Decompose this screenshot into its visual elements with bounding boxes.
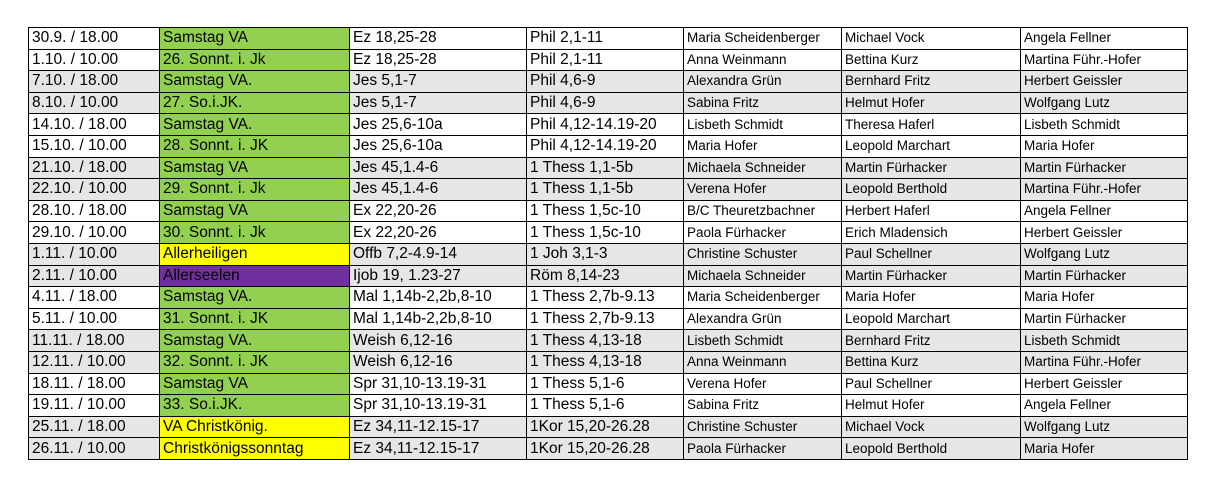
lector-2-cell: Leopold Marchart bbox=[842, 308, 1021, 330]
lector-3-cell: Angela Fellner bbox=[1021, 395, 1188, 417]
lector-3-cell: Herbert Geissler bbox=[1021, 373, 1188, 395]
second-reading-cell: 1Kor 15,20-26.28 bbox=[527, 438, 684, 460]
lector-3-cell: Maria Hofer bbox=[1021, 287, 1188, 309]
table-row bbox=[29, 438, 1188, 460]
lector-1-cell: Verena Hofer bbox=[684, 373, 842, 395]
date-cell: 30.9. / 18.00 bbox=[29, 28, 160, 50]
second-reading-cell: 1 Joh 3,1-3 bbox=[527, 243, 684, 265]
first-reading-cell: Jes 25,6-10a bbox=[350, 114, 527, 136]
first-reading-cell: Offb 7,2-4.9-14 bbox=[350, 243, 527, 265]
lector-1-cell: B/C Theuretzbachner bbox=[684, 200, 842, 222]
table-row bbox=[29, 373, 1188, 395]
lector-3-cell: Martin Fürhacker bbox=[1021, 265, 1188, 287]
lector-schedule-table bbox=[28, 27, 1188, 460]
occasion-cell: Samstag VA. bbox=[160, 114, 350, 136]
second-reading-cell: Phil 4,12-14.19-20 bbox=[527, 135, 684, 157]
lector-1-cell: Michaela Schneider bbox=[684, 265, 842, 287]
table-row bbox=[29, 287, 1188, 309]
second-reading-cell: 1 Thess 4,13-18 bbox=[527, 330, 684, 352]
lector-2-cell: Herbert Haferl bbox=[842, 200, 1021, 222]
lector-2-cell: Theresa Haferl bbox=[842, 114, 1021, 136]
second-reading-cell: Phil 4,6-9 bbox=[527, 71, 684, 93]
second-reading-cell: Phil 4,6-9 bbox=[527, 92, 684, 114]
date-cell: 1.11. / 10.00 bbox=[29, 243, 160, 265]
lector-1-cell: Christine Schuster bbox=[684, 243, 842, 265]
lector-2-cell: Michael Vock bbox=[842, 28, 1021, 50]
first-reading-cell: Weish 6,12-16 bbox=[350, 330, 527, 352]
table-row bbox=[29, 28, 1188, 50]
lector-3-cell: Martin Fürhacker bbox=[1021, 308, 1188, 330]
first-reading-cell: Ez 34,11-12.15-17 bbox=[350, 416, 527, 438]
second-reading-cell: 1 Thess 5,1-6 bbox=[527, 395, 684, 417]
occasion-cell: 27. So.i.JK. bbox=[160, 92, 350, 114]
lector-1-cell: Anna Weinmann bbox=[684, 49, 842, 71]
lector-1-cell: Alexandra Grün bbox=[684, 71, 842, 93]
occasion-cell: Allerheiligen bbox=[160, 243, 350, 265]
lector-1-cell: Sabina Fritz bbox=[684, 92, 842, 114]
second-reading-cell: 1 Thess 1,5c-10 bbox=[527, 222, 684, 244]
lector-1-cell: Lisbeth Schmidt bbox=[684, 330, 842, 352]
occasion-cell: Samstag VA. bbox=[160, 71, 350, 93]
lector-1-cell: Verena Hofer bbox=[684, 179, 842, 201]
lector-1-cell: Alexandra Grün bbox=[684, 308, 842, 330]
occasion-cell: Samstag VA bbox=[160, 157, 350, 179]
lector-3-cell: Lisbeth Schmidt bbox=[1021, 330, 1188, 352]
lector-1-cell: Lisbeth Schmidt bbox=[684, 114, 842, 136]
first-reading-cell: Ex 22,20-26 bbox=[350, 200, 527, 222]
first-reading-cell: Spr 31,10-13.19-31 bbox=[350, 395, 527, 417]
second-reading-cell: 1 Thess 5,1-6 bbox=[527, 373, 684, 395]
second-reading-cell: 1 Thess 1,5c-10 bbox=[527, 200, 684, 222]
table-row bbox=[29, 351, 1188, 373]
lector-2-cell: Maria Hofer bbox=[842, 287, 1021, 309]
date-cell: 14.10. / 18.00 bbox=[29, 114, 160, 136]
date-cell: 15.10. / 10.00 bbox=[29, 135, 160, 157]
lector-2-cell: Erich Mladensich bbox=[842, 222, 1021, 244]
lector-2-cell: Michael Vock bbox=[842, 416, 1021, 438]
occasion-cell: Samstag VA. bbox=[160, 287, 350, 309]
second-reading-cell: 1 Thess 1,1-5b bbox=[527, 179, 684, 201]
first-reading-cell: Ez 18,25-28 bbox=[350, 28, 527, 50]
lector-3-cell: Angela Fellner bbox=[1021, 200, 1188, 222]
table-row bbox=[29, 330, 1188, 352]
second-reading-cell: 1 Thess 2,7b-9.13 bbox=[527, 287, 684, 309]
lector-2-cell: Bettina Kurz bbox=[842, 351, 1021, 373]
date-cell: 5.11. / 10.00 bbox=[29, 308, 160, 330]
table-row bbox=[29, 222, 1188, 244]
lector-2-cell: Bettina Kurz bbox=[842, 49, 1021, 71]
lector-1-cell: Maria Scheidenberger bbox=[684, 28, 842, 50]
table-row bbox=[29, 49, 1188, 71]
schedule-body bbox=[29, 28, 1188, 460]
lector-3-cell: Lisbeth Schmidt bbox=[1021, 114, 1188, 136]
first-reading-cell: Ijob 19, 1.23-27 bbox=[350, 265, 527, 287]
table-row bbox=[29, 114, 1188, 136]
first-reading-cell: Jes 25,6-10a bbox=[350, 135, 527, 157]
lector-3-cell: Angela Fellner bbox=[1021, 28, 1188, 50]
date-cell: 18.11. / 18.00 bbox=[29, 373, 160, 395]
lector-3-cell: Martin Fürhacker bbox=[1021, 157, 1188, 179]
occasion-cell: 32. Sonnt. i. JK bbox=[160, 351, 350, 373]
occasion-cell: Samstag VA. bbox=[160, 330, 350, 352]
date-cell: 26.11. / 10.00 bbox=[29, 438, 160, 460]
date-cell: 19.11. / 10.00 bbox=[29, 395, 160, 417]
lector-1-cell: Christine Schuster bbox=[684, 416, 842, 438]
lector-2-cell: Leopold Marchart bbox=[842, 135, 1021, 157]
occasion-cell: 31. Sonnt. i. JK bbox=[160, 308, 350, 330]
table-row bbox=[29, 308, 1188, 330]
date-cell: 4.11. / 18.00 bbox=[29, 287, 160, 309]
occasion-cell: 33. So.i.JK. bbox=[160, 395, 350, 417]
lector-3-cell: Herbert Geissler bbox=[1021, 71, 1188, 93]
second-reading-cell: Phil 2,1-11 bbox=[527, 49, 684, 71]
date-cell: 22.10. / 10.00 bbox=[29, 179, 160, 201]
date-cell: 12.11. / 10.00 bbox=[29, 351, 160, 373]
first-reading-cell: Ez 34,11-12.15-17 bbox=[350, 438, 527, 460]
first-reading-cell: Weish 6,12-16 bbox=[350, 351, 527, 373]
lector-1-cell: Sabina Fritz bbox=[684, 395, 842, 417]
occasion-cell: VA Christkönig. bbox=[160, 416, 350, 438]
lector-2-cell: Helmut Hofer bbox=[842, 395, 1021, 417]
date-cell: 8.10. / 10.00 bbox=[29, 92, 160, 114]
second-reading-cell: 1Kor 15,20-26.28 bbox=[527, 416, 684, 438]
first-reading-cell: Ex 22,20-26 bbox=[350, 222, 527, 244]
occasion-cell: Samstag VA bbox=[160, 28, 350, 50]
table-row bbox=[29, 71, 1188, 93]
lector-3-cell: Martina Führ.-Hofer bbox=[1021, 179, 1188, 201]
first-reading-cell: Jes 45,1.4-6 bbox=[350, 179, 527, 201]
lector-1-cell: Anna Weinmann bbox=[684, 351, 842, 373]
first-reading-cell: Jes 5,1-7 bbox=[350, 92, 527, 114]
date-cell: 25.11. / 18.00 bbox=[29, 416, 160, 438]
lector-1-cell: Michaela Schneider bbox=[684, 157, 842, 179]
date-cell: 1.10. / 10.00 bbox=[29, 49, 160, 71]
second-reading-cell: 1 Thess 2,7b-9.13 bbox=[527, 308, 684, 330]
first-reading-cell: Ez 18,25-28 bbox=[350, 49, 527, 71]
first-reading-cell: Mal 1,14b-2,2b,8-10 bbox=[350, 308, 527, 330]
lector-1-cell: Maria Scheidenberger bbox=[684, 287, 842, 309]
second-reading-cell: 1 Thess 1,1-5b bbox=[527, 157, 684, 179]
first-reading-cell: Spr 31,10-13.19-31 bbox=[350, 373, 527, 395]
lector-2-cell: Martin Fürhacker bbox=[842, 157, 1021, 179]
first-reading-cell: Mal 1,14b-2,2b,8-10 bbox=[350, 287, 527, 309]
table-row bbox=[29, 395, 1188, 417]
table-row bbox=[29, 265, 1188, 287]
occasion-cell: Samstag VA bbox=[160, 373, 350, 395]
occasion-cell: Allerseelen bbox=[160, 265, 350, 287]
date-cell: 28.10. / 18.00 bbox=[29, 200, 160, 222]
second-reading-cell: Phil 4,12-14.19-20 bbox=[527, 114, 684, 136]
second-reading-cell: 1 Thess 4,13-18 bbox=[527, 351, 684, 373]
lector-1-cell: Maria Hofer bbox=[684, 135, 842, 157]
lector-3-cell: Wolfgang Lutz bbox=[1021, 92, 1188, 114]
date-cell: 7.10. / 18.00 bbox=[29, 71, 160, 93]
occasion-cell: 28. Sonnt. i. JK bbox=[160, 135, 350, 157]
table-row bbox=[29, 243, 1188, 265]
table-row bbox=[29, 179, 1188, 201]
table-row bbox=[29, 157, 1188, 179]
first-reading-cell: Jes 45,1.4-6 bbox=[350, 157, 527, 179]
occasion-cell: Samstag VA bbox=[160, 200, 350, 222]
first-reading-cell: Jes 5,1-7 bbox=[350, 71, 527, 93]
table-row bbox=[29, 135, 1188, 157]
lector-3-cell: Martina Führ.-Hofer bbox=[1021, 49, 1188, 71]
lector-1-cell: Paola Fürhacker bbox=[684, 222, 842, 244]
second-reading-cell: Röm 8,14-23 bbox=[527, 265, 684, 287]
lector-3-cell: Martina Führ.-Hofer bbox=[1021, 351, 1188, 373]
lector-2-cell: Leopold Berthold bbox=[842, 179, 1021, 201]
lector-2-cell: Bernhard Fritz bbox=[842, 330, 1021, 352]
date-cell: 29.10. / 10.00 bbox=[29, 222, 160, 244]
lector-2-cell: Paul Schellner bbox=[842, 243, 1021, 265]
occasion-cell: 26. Sonnt. i. Jk bbox=[160, 49, 350, 71]
lector-1-cell: Paola Fürhacker bbox=[684, 438, 842, 460]
lector-3-cell: Wolfgang Lutz bbox=[1021, 243, 1188, 265]
lector-3-cell: Wolfgang Lutz bbox=[1021, 416, 1188, 438]
second-reading-cell: Phil 2,1-11 bbox=[527, 28, 684, 50]
occasion-cell: Christkönigssonntag bbox=[160, 438, 350, 460]
table-row bbox=[29, 200, 1188, 222]
lector-3-cell: Herbert Geissler bbox=[1021, 222, 1188, 244]
table-row bbox=[29, 416, 1188, 438]
lector-3-cell: Maria Hofer bbox=[1021, 438, 1188, 460]
date-cell: 21.10. / 18.00 bbox=[29, 157, 160, 179]
table-row bbox=[29, 92, 1188, 114]
lector-2-cell: Leopold Berthold bbox=[842, 438, 1021, 460]
lector-3-cell: Maria Hofer bbox=[1021, 135, 1188, 157]
lector-2-cell: Paul Schellner bbox=[842, 373, 1021, 395]
occasion-cell: 29. Sonnt. i. Jk bbox=[160, 179, 350, 201]
occasion-cell: 30. Sonnt. i. Jk bbox=[160, 222, 350, 244]
date-cell: 2.11. / 10.00 bbox=[29, 265, 160, 287]
date-cell: 11.11. / 18.00 bbox=[29, 330, 160, 352]
lector-2-cell: Martin Fürhacker bbox=[842, 265, 1021, 287]
lector-2-cell: Bernhard Fritz bbox=[842, 71, 1021, 93]
lector-2-cell: Helmut Hofer bbox=[842, 92, 1021, 114]
